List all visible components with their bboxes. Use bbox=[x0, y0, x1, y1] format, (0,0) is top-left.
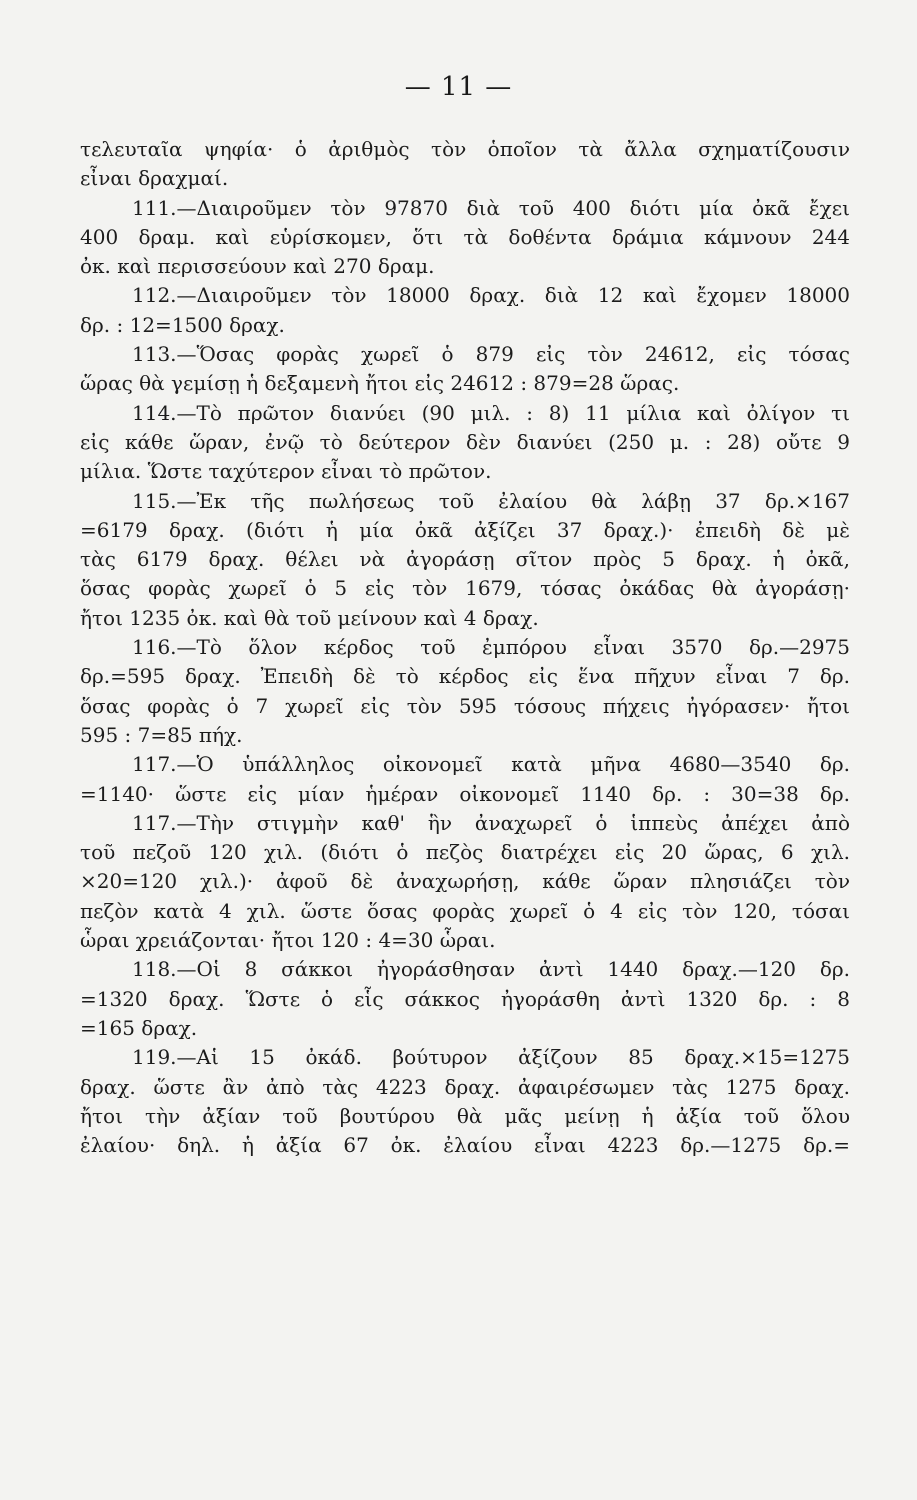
text-line: μίλια. Ὥστε ταχύτερον εἶναι τὸ πρῶτον. bbox=[80, 459, 492, 484]
text-line: δρ. : 12=1500 δραχ. bbox=[80, 312, 285, 337]
text-line: 118.—Οἱ 8 σάκκοι ἠγοράσθησαν ἀντὶ 1440 δραχ.—120 δρ. bbox=[132, 957, 850, 982]
text-line: 117.—Τὴν στιγμὴν καθ' ἣν ἀναχωρεῖ ὁ ἱππεὺς ἀπέχει ἀπὸ bbox=[132, 810, 850, 835]
body-text bbox=[80, 135, 850, 1160]
text-line: 115.—Ἐκ τῆς πωλήσεως τοῦ ἐλαίου θὰ λάβῃ 37 δρ.×167 bbox=[132, 488, 850, 513]
text-line: =165 δραχ. bbox=[80, 1015, 198, 1040]
text-line: δραχ. ὥστε ἂν ἀπὸ τὰς 4223 δραχ. ἀφαιρέσωμεν τὰς 1275 δραχ. bbox=[80, 1074, 850, 1099]
text-line: 111.—Διαιροῦμεν τὸν 97870 διὰ τοῦ 400 διότι μία ὀκᾶ ἔχει bbox=[132, 195, 850, 220]
text-line: 119.—Αἱ 15 ὀκάδ. βούτυρον ἀξίζουν 85 δραχ.×15=1275 bbox=[132, 1045, 850, 1070]
text-line: =1320 δραχ. Ὥστε ὁ εἷς σάκκος ἠγοράσθη ἀντὶ 1320 δρ. : 8 bbox=[80, 986, 850, 1011]
text-line: =6179 δραχ. (διότι ἡ μία ὀκᾶ ἀξίζει 37 δραχ.)· ἐπειδὴ δὲ μὲ bbox=[80, 517, 850, 542]
text-line: 112.—Διαιροῦμεν τὸν 18000 δραχ. διὰ 12 καὶ ἔχομεν 18000 bbox=[132, 283, 850, 308]
text-line: εἰς κάθε ὥραν, ἐνῷ τὸ δεύτερον δὲν διανύει (250 μ. : 28) οὔτε 9 bbox=[80, 429, 850, 454]
text-line: τοῦ πεζοῦ 120 χιλ. (διότι ὁ πεζὸς διατρέχει εἰς 20 ὥρας, 6 χιλ. bbox=[80, 840, 850, 865]
text-line: 113.—Ὅσας φορὰς χωρεῖ ὁ 879 εἰς τὸν 24612, εἰς τόσας bbox=[132, 342, 850, 367]
text-line: 117.—Ὁ ὑπάλληλος οἰκονομεῖ κατὰ μῆνα 4680—3540 δρ. bbox=[132, 752, 850, 777]
text-line: 114.—Τὸ πρῶτον διανύει (90 μιλ. : 8) 11 μίλια καὶ ὀλίγον τι bbox=[132, 400, 850, 425]
text-line: εἶναι δραχμαί. bbox=[80, 166, 229, 191]
text-line: ὅσας φορὰς ὁ 7 χωρεῖ εἰς τὸν 595 τόσους πήχεις ἠγόρασεν· ἤτοι bbox=[80, 693, 850, 718]
text-line: ×20=120 χιλ.)· ἀφοῦ δὲ ἀναχωρήσῃ, κάθε ὥραν πλησιάζει τὸν bbox=[80, 869, 850, 894]
text-line: ὥρας θὰ γεμίσῃ ἡ δεξαμενὴ ἤτοι εἰς 24612 : 879=28 ὥρας. bbox=[80, 371, 680, 396]
text-line: 595 : 7=85 πήχ. bbox=[80, 722, 243, 747]
text-line: ὅσας φορὰς χωρεῖ ὁ 5 εἰς τὸν 1679, τόσας ὀκάδας θὰ ἀγοράσῃ· bbox=[80, 576, 850, 601]
text-line: ὧραι χρειάζονται· ἤτοι 120 : 4=30 ὧραι. bbox=[80, 928, 496, 953]
text-line: ἤτοι τὴν ἀξίαν τοῦ βουτύρου θὰ μᾶς μείνῃ ἡ ἀξία τοῦ ὅλου bbox=[80, 1103, 850, 1128]
text-line: δρ.=595 δραχ. Ἐπειδὴ δὲ τὸ κέρδος εἰς ἕνα πῆχυν εἶναι 7 δρ. bbox=[80, 664, 850, 689]
text-line: ἐλαίου· δηλ. ἡ ἀξία 67 ὀκ. ἐλαίου εἶναι 4223 δρ.—1275 δρ.= bbox=[80, 1133, 850, 1158]
page-number: — 11 — bbox=[404, 72, 513, 102]
text-line: =1140· ὥστε εἰς μίαν ἡμέραν οἰκονομεῖ 1140 δρ. : 30=38 δρ. bbox=[80, 781, 850, 806]
text-line: τελευταῖα ψηφία· ὁ ἀριθμὸς τὸν ὁποῖον τὰ ἄλλα σχηματίζουσιν bbox=[80, 137, 850, 161]
text-line: ἤτοι 1235 ὀκ. καὶ θὰ τοῦ μείνουν καὶ 4 δραχ. bbox=[80, 605, 539, 630]
text-line: 116.—Τὸ ὅλον κέρδος τοῦ ἐμπόρου εἶναι 3570 δρ.—2975 bbox=[132, 635, 850, 660]
text-line: ὀκ. καὶ περισσεύουν καὶ 270 δραμ. bbox=[80, 254, 435, 279]
text-line: πεζὸν κατὰ 4 χιλ. ὥστε ὅσας φορὰς χωρεῖ ὁ 4 εἰς τὸν 120, τόσαι bbox=[80, 898, 850, 923]
text-line: τὰς 6179 δραχ. θέλει νὰ ἀγοράσῃ σῖτον πρὸς 5 δραχ. ἡ ὀκᾶ, bbox=[80, 547, 850, 572]
text-line: 400 δραμ. καὶ εὑρίσκομεν, ὅτι τὰ δοθέντα δράμια κάμνουν 244 bbox=[80, 224, 850, 249]
